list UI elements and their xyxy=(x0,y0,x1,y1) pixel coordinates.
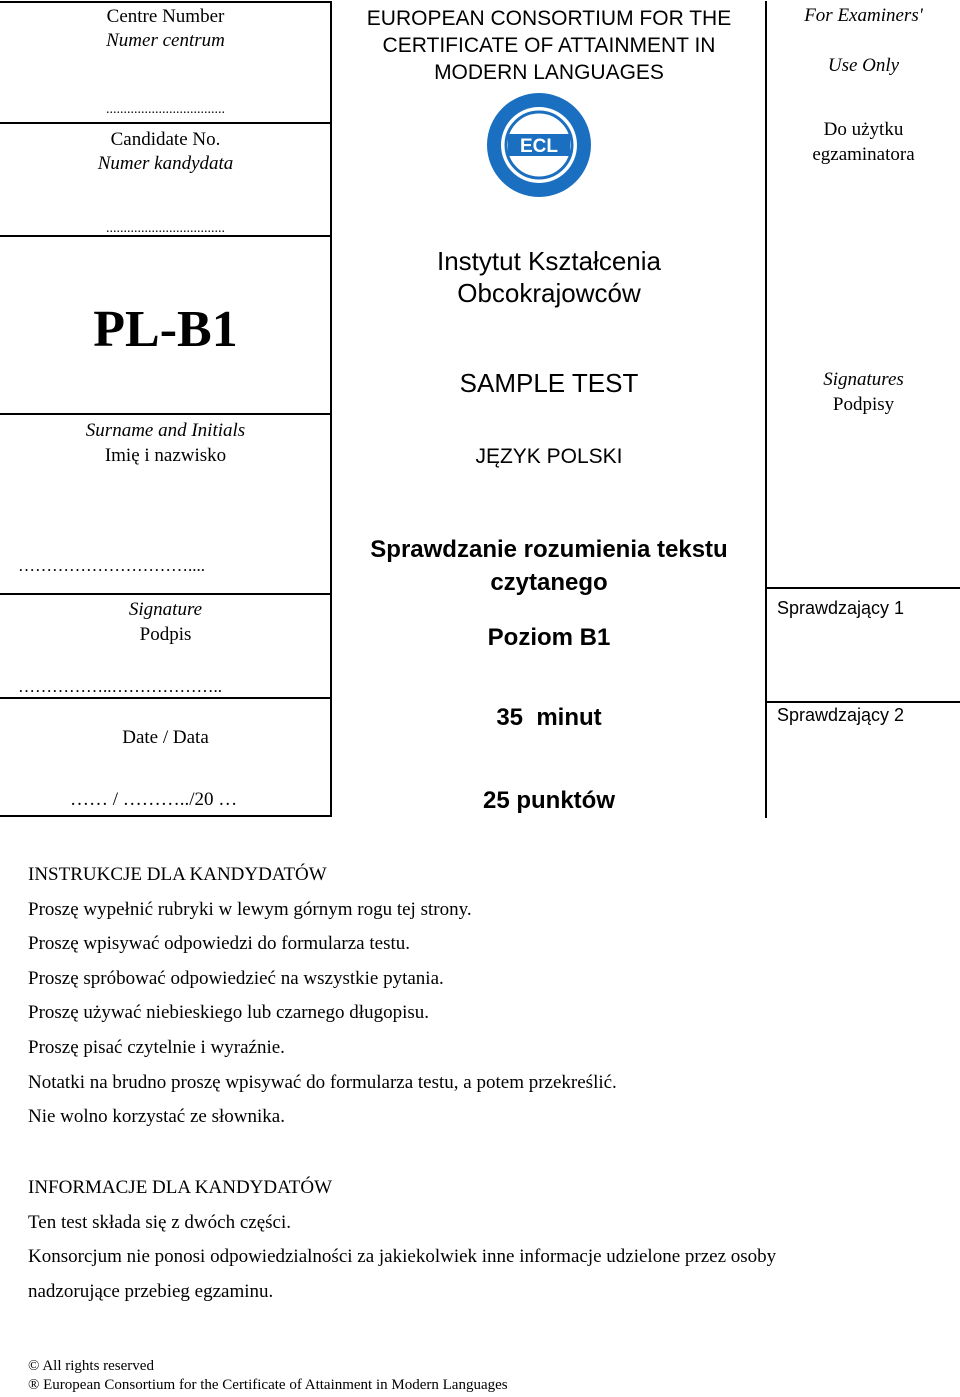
left-col-bottom-rule xyxy=(0,815,331,817)
right-col-rule-2 xyxy=(765,701,960,703)
level-label: Poziom B1 xyxy=(487,624,611,651)
examiners-label-line1: For Examiners' xyxy=(804,5,923,26)
surname-label-pl: Imię i nazwisko xyxy=(104,445,227,466)
left-col-rule-surname xyxy=(0,413,331,415)
left-col-rule-signature xyxy=(0,593,331,595)
candidate-number-label-pl: Numer kandydata xyxy=(97,153,234,174)
surname-field[interactable]: ………………………….... xyxy=(18,556,205,575)
signatures-label-pl: Podpisy xyxy=(832,394,895,415)
signature-label: Signature xyxy=(128,599,203,620)
centre-number-label-pl: Numer centrum xyxy=(106,30,225,51)
instruction-line: Proszę używać niebieskiego lub czarnego długopisu. xyxy=(28,1002,429,1024)
instruction-line: Proszę pisać czytelnie i wyraźnie. xyxy=(28,1036,285,1058)
checker-1-label: Sprawdzający 1 xyxy=(777,598,905,618)
svg-text:ECL: ECL xyxy=(520,136,558,157)
copyright-notice: © All rights reserved xyxy=(28,1358,154,1374)
left-col-rule-centre xyxy=(0,122,331,124)
candidate-number-label: Candidate No. xyxy=(110,129,221,150)
left-col-right-border xyxy=(330,1,332,817)
information-line: Ten test składa się z dwóch części. xyxy=(28,1211,291,1233)
examiners-label-pl-line2: egzaminatora xyxy=(812,144,915,165)
instruction-line: Notatki na brudno proszę wpisywać do formularza testu, a potem przekreślić. xyxy=(28,1071,617,1093)
instruction-line: Proszę spróbować odpowiedzieć na wszystkie pytania. xyxy=(28,967,444,989)
signatures-label: Signatures xyxy=(823,369,904,390)
information-line: Konsorcjum nie ponosi odpowiedzialności za jakiekolwiek inne informacje udzielone przez osoby xyxy=(28,1246,777,1268)
information-title: INFORMACJE DLA KANDYDATÓW xyxy=(28,1177,332,1198)
signature-field[interactable]: ……………..……………….. xyxy=(18,677,222,696)
consortium-title-line3: MODERN LANGUAGES xyxy=(434,61,664,84)
left-col-top-rule xyxy=(0,1,331,3)
examiners-label-line2: Use Only xyxy=(827,55,900,76)
duration-label: 35 minut xyxy=(496,704,602,731)
consortium-title-line1: EUROPEAN CONSORTIUM FOR THE xyxy=(366,7,732,30)
date-label: Date / Data xyxy=(122,727,209,748)
centre-number-field[interactable]: .................................. xyxy=(106,102,225,117)
examiners-label-pl-line1: Do użytku xyxy=(823,119,904,140)
sample-test-label: SAMPLE TEST xyxy=(459,368,639,398)
section-title-line1: Sprawdzanie rozumienia tekstu xyxy=(370,536,728,563)
instruction-line: Proszę wpisywać odpowiedzi do formularza testu. xyxy=(28,933,411,955)
section-title-line2: czytanego xyxy=(490,569,608,596)
instructions-title: INSTRUKCJE DLA KANDYDATÓW xyxy=(28,864,327,885)
candidate-number-field[interactable]: .................................. xyxy=(106,221,225,236)
left-col-rule-date xyxy=(0,697,331,699)
checker-2-label: Sprawdzający 2 xyxy=(777,705,905,725)
ecl-logo xyxy=(486,92,592,198)
centre-number-label: Centre Number xyxy=(106,6,225,27)
signature-label-pl: Podpis xyxy=(139,624,192,645)
institute-name-line1: Instytut Kształcenia xyxy=(437,246,661,276)
instruction-line: Nie wolno korzystać ze słownika. xyxy=(28,1106,285,1128)
right-col-rule-1 xyxy=(765,587,960,589)
points-label: 25 punktów xyxy=(482,787,615,814)
instructions-section xyxy=(28,858,948,1135)
language-label: JĘZYK POLSKI xyxy=(475,445,623,468)
information-line: nadzorujące przebieg egzaminu. xyxy=(28,1280,274,1302)
instruction-line: Proszę wypełnić rubryki w lewym górnym rogu tej strony. xyxy=(28,898,472,920)
surname-label: Surname and Initials xyxy=(85,420,246,441)
institute-name-line2: Obcokrajowców xyxy=(457,278,641,308)
information-section xyxy=(28,1171,948,1309)
date-field[interactable]: …… / ………../20 … xyxy=(70,789,238,810)
registered-notice: ® European Consortium for the Certificate of Attainment in Modern Languages xyxy=(28,1377,508,1393)
exam-code: PL-B1 xyxy=(93,301,238,358)
consortium-title-line2: CERTIFICATE OF ATTAINMENT IN xyxy=(382,34,716,57)
